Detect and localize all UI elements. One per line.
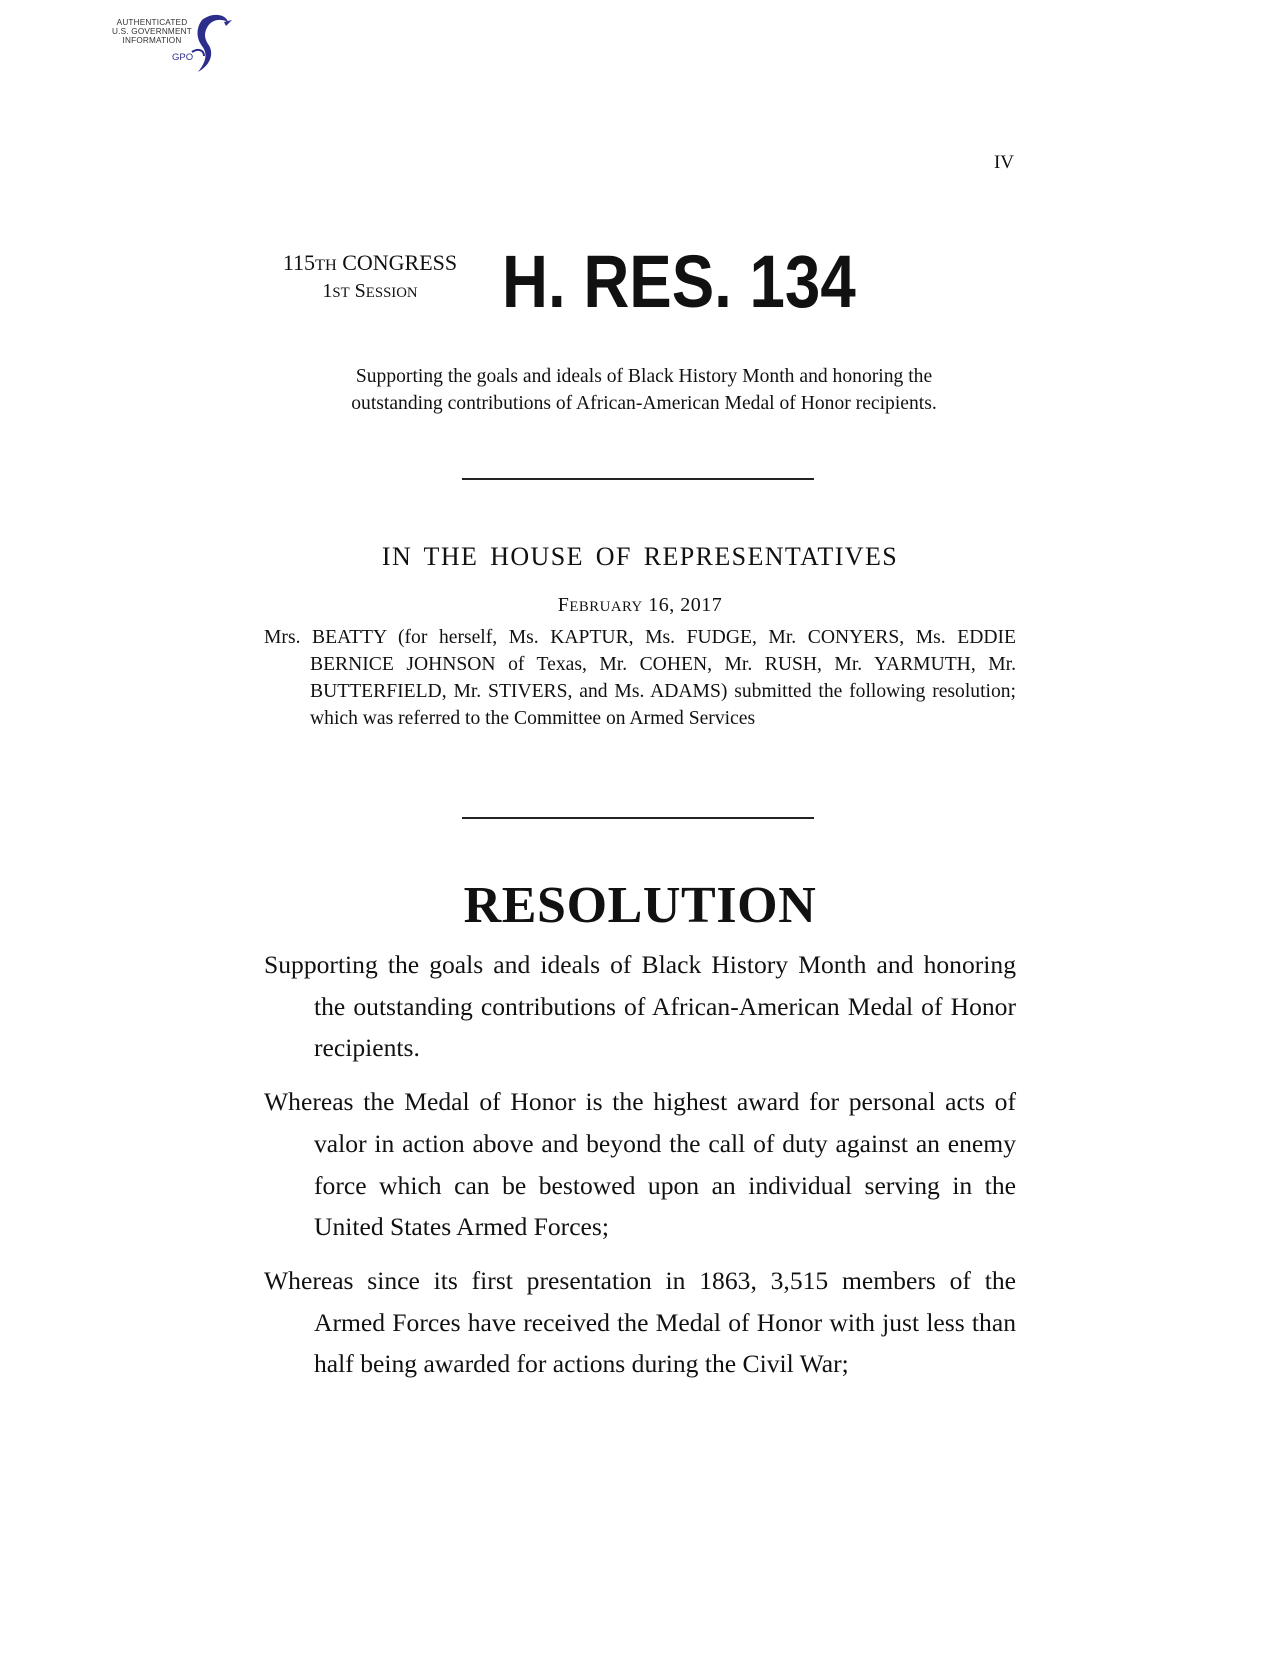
- gpo-seal: [104, 8, 234, 78]
- resolution-body: [264, 944, 1016, 1397]
- short-title-line-1: Supporting the goals and ideals of Black History Month and honoring the: [355, 366, 933, 387]
- divider-rule: [462, 817, 814, 819]
- session-initial: S: [354, 280, 366, 302]
- date-month-initial: F: [557, 594, 570, 616]
- sponsors-paragraph: [264, 624, 1016, 732]
- seal-gpo-label: GPO: [172, 52, 194, 63]
- bill-number: H. RES. 134: [502, 240, 856, 323]
- date-day-year: 16, 2017: [648, 594, 723, 616]
- seal-line-3: INFORMATION: [122, 36, 182, 45]
- seal-line-2: U.S. GOVERNMENT: [112, 27, 192, 36]
- sponsors-text: Mrs. BEATTY (for herself, Ms. KAPTUR, Ms. FUDGE, Mr. CONYERS, Ms. EDDIE BERNICE JOHNSON of Texas, Mr. COHEN, Mr. RUSH, Mr. YARMUTH, Mr. BUTTERFIELD, Mr. STIVERS, and Ms. ADAMS) submitted the following resolution; which was referred to the Committee on Armed Services: [264, 627, 1016, 729]
- long-title: Supporting the goals and ideals of Black History Month and honoring the outstanding contributions of African-American Medal of Honor recipients.: [264, 950, 1016, 1063]
- short-title: [286, 363, 1002, 417]
- date-month-rest: EBRUARY: [569, 599, 643, 615]
- session-number: 1: [322, 280, 333, 302]
- whereas-clause: Whereas the Medal of Honor is the highest award for personal acts of valor in action above and beyond the call of duty against an enemy force which can be bestowed upon an individual serving in the United States Armed Forces;: [264, 1087, 1016, 1242]
- congress-session-block: [260, 250, 480, 306]
- congress-label: CONGRESS: [342, 250, 458, 275]
- short-title-line-2: outstanding contributions of African-American Medal of Honor recipients.: [351, 393, 937, 414]
- congress-ordinal: TH: [315, 255, 337, 274]
- introduction-date: [0, 594, 1280, 617]
- chamber-heading: IN THE HOUSE OF REPRESENTATIVES: [381, 542, 899, 571]
- session-line: [260, 278, 480, 306]
- session-ordinal: ST: [332, 285, 350, 301]
- resolution-heading: RESOLUTION: [463, 877, 817, 934]
- page-marker: IV: [993, 152, 1014, 173]
- whereas-clause: Whereas since its first presentation in 1863, 3,515 members of the Armed Forces have received the Medal of Honor with just less than half being awarded for actions during the Civil War;: [264, 1265, 1016, 1379]
- eagle-icon: [174, 8, 234, 78]
- divider-rule: [462, 478, 814, 480]
- congress-line: [260, 250, 480, 278]
- session-rest: ESSION: [365, 285, 418, 301]
- seal-line-1: AUTHENTICATED: [116, 18, 188, 27]
- congress-number: 115: [282, 250, 316, 275]
